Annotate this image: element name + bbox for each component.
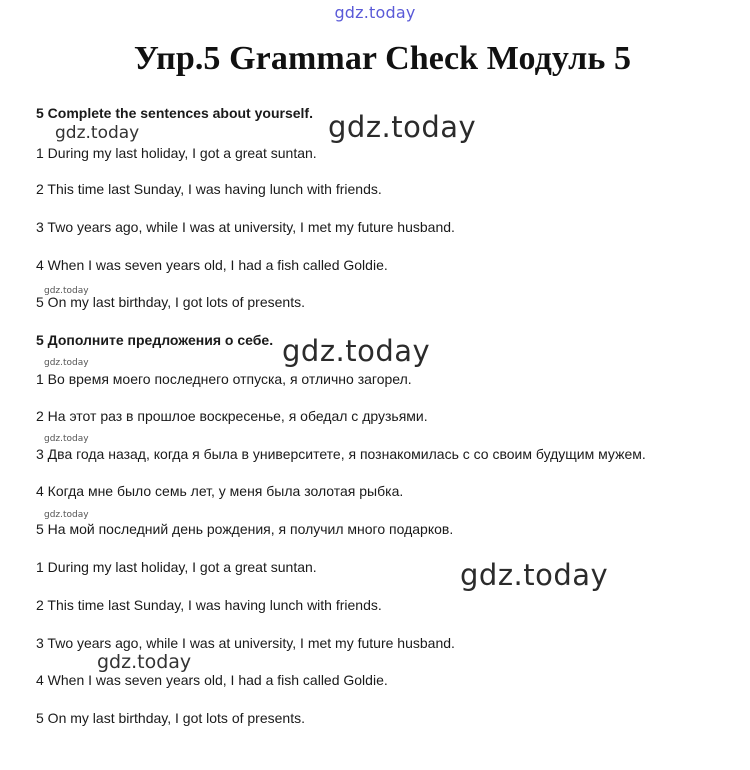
watermark-medium-2: gdz.today [97,651,192,673]
repeat-sentence-1: 1 During my last holiday, I got a great suntan. [36,559,317,575]
english-sentence-5: 5 On my last birthday, I got lots of presents. [36,294,305,310]
english-sentence-2: 2 This time last Sunday, I was having lunch with friends. [36,181,382,197]
repeat-sentence-3: 3 Two years ago, while I was at university, I met my future husband. [36,635,455,651]
russian-sentence-1: 1 Во время моего последнего отпуска, я отлично загорел. [36,371,412,387]
english-sentence-3: 3 Two years ago, while I was at university, I met my future husband. [36,219,455,235]
russian-task-heading: 5 Дополните предложения о себе. [36,332,274,348]
russian-sentence-2: 2 На этот раз в прошлое воскресенье, я обедал с друзьями. [36,408,428,424]
watermark-small-2: gdz.today [44,358,89,368]
russian-sentence-4: 4 Когда мне было семь лет, у меня была золотая рыбка. [36,483,404,499]
russian-sentence-3: 3 Два года назад, когда я была в университете, я познакомилась с со своим будущим мужем. [36,446,646,462]
repeat-sentence-5: 5 On my last birthday, I got lots of presents. [36,710,305,726]
watermark-small-4: gdz.today [44,510,89,520]
english-task-heading: 5 Complete the sentences about yourself. [36,105,313,121]
page-title: Упр.5 Grammar Check Модуль 5 [133,40,632,77]
watermark-small-3: gdz.today [44,434,89,444]
english-sentence-4: 4 When I was seven years old, I had a fish called Goldie. [36,257,388,273]
watermark-small-1: gdz.today [44,286,89,296]
watermark-top: gdz.today [334,3,416,22]
english-sentence-1: 1 During my last holiday, I got a great suntan. [36,145,317,161]
repeat-sentence-4: 4 When I was seven years old, I had a fish called Goldie. [36,672,388,688]
watermark-large-3: gdz.today [460,558,609,592]
watermark-medium-1: gdz.today [55,123,140,143]
watermark-large-1: gdz.today [328,110,477,144]
repeat-sentence-2: 2 This time last Sunday, I was having lunch with friends. [36,597,382,613]
watermark-large-2: gdz.today [282,334,431,368]
russian-sentence-5: 5 На мой последний день рождения, я получил много подарков. [36,521,454,537]
